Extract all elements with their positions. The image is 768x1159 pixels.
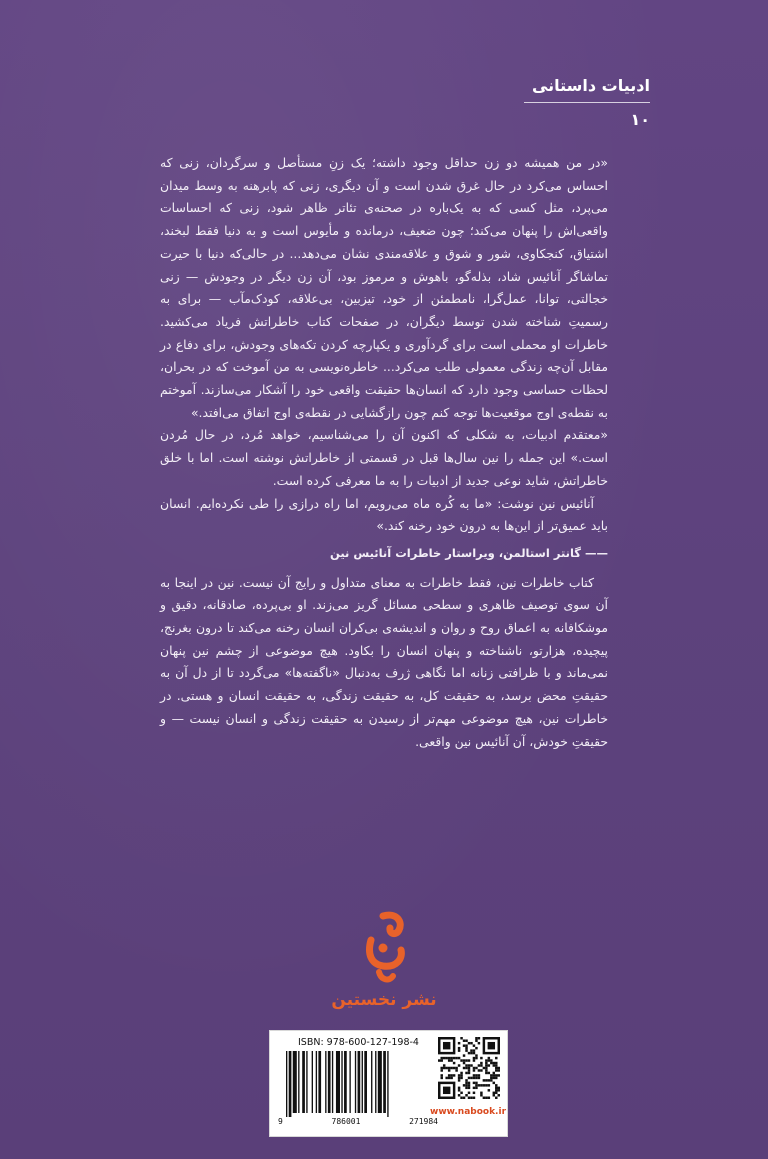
qr-module (473, 1074, 475, 1076)
qr-module (493, 1077, 495, 1079)
qr-module (468, 1069, 470, 1071)
qr-module (475, 1077, 477, 1079)
qr-module (473, 1057, 475, 1059)
qr-module (440, 1074, 442, 1076)
qr-module (460, 1072, 462, 1074)
qr-module (453, 1062, 455, 1064)
barcode-panel (269, 1030, 508, 1137)
qr-module (495, 1084, 497, 1086)
qr-code (438, 1037, 500, 1099)
qr-module (455, 1067, 457, 1069)
qr-module (493, 1072, 495, 1074)
qr-module (473, 1092, 475, 1094)
qr-module (475, 1074, 477, 1076)
qr-module (448, 1069, 450, 1071)
qr-module (468, 1042, 470, 1044)
qr-module (450, 1077, 452, 1079)
barcode-bar (306, 1051, 307, 1113)
blurb-paragraph-quote: «در من همیشه دو زن حداقل وجود داشته؛ یک زنِ مستأصل و سرگردان، زنی که احساس می‌کرد در حال غرق شدن است و آن دیگری، زنی که پابرهنه به وسط میدان می‌پرد، مثل کسی که به یک‌باره در صحنه‌ی تئاتر ظاهر شود، زنی که احساسات واقعی‌اش را پنهان می‌کند؛ چون ضعیف، درمانده و مأیوس است و به دنیا فقط لبخند، اشتیاق، کنجکاوی، شور و شوق و علاقه‌مندی نشان می‌دهد... در حالی‌که دنیا با حیرت تماشاگر آنائیس شاد، بذله‌گو، باهوش و مرموز بود، آن زن دیگر در وجودش — زنی خجالتی، توانا، عمل‌گرا، نامطمئن از خود، تیزبین، بی‌علاقه، کودک‌مآب — برای به رسمیتِ شناخته شدن توسط دیگران، در صفحات کتاب خاطراتش فریاد می‌کشید. خاطرات او محملی است برای گردآوری و یکپارچه کردن تکه‌های وجودش، برای دفاع در مقابل آن‌چه زندگی معمولی طلب می‌کرد... خاطره‌نویسی به من آموخت که در بحران، لحظات حساسی وجود دارد که انسان‌ها حقیقت واقعی خود را آشکار می‌سازند. آموختم به نقطه‌ی اوج موقعیت‌ها توجه کنم چون رازگشایی در نقطه‌ی اوج اتفاق می‌افتد.» (160, 155, 608, 420)
qr-module (495, 1057, 497, 1059)
barcode-bar (341, 1051, 342, 1113)
qr-module (483, 1097, 485, 1099)
qr-module (465, 1047, 467, 1049)
qr-module (490, 1062, 492, 1064)
qr-module (465, 1087, 467, 1089)
qr-module (465, 1094, 467, 1096)
series-divider (524, 102, 650, 103)
qr-module (475, 1057, 477, 1059)
qr-module (480, 1064, 482, 1066)
series-block (524, 75, 650, 131)
qr-module (485, 1084, 487, 1086)
qr-module (458, 1094, 460, 1096)
qr-module (450, 1067, 452, 1069)
qr-module (488, 1089, 490, 1091)
qr-module (490, 1074, 492, 1076)
qr-module (483, 1084, 485, 1086)
qr-module (443, 1064, 445, 1066)
qr-module (473, 1097, 475, 1099)
qr-module (460, 1097, 462, 1099)
qr-module (470, 1097, 472, 1099)
qr-module (458, 1087, 460, 1089)
qr-module (448, 1067, 450, 1069)
qr-module (485, 1059, 487, 1061)
qr-module (440, 1077, 442, 1079)
qr-module (485, 1072, 487, 1074)
qr-module (460, 1092, 462, 1094)
qr-module (480, 1092, 482, 1094)
qr-module (478, 1074, 480, 1076)
qr-module (488, 1079, 490, 1081)
qr-module (490, 1077, 492, 1079)
qr-module (493, 1094, 495, 1096)
qr-module (485, 1064, 487, 1066)
qr-module (488, 1064, 490, 1066)
qr-module (445, 1067, 447, 1069)
publisher-logo (331, 910, 437, 1022)
qr-module (465, 1059, 467, 1061)
qr-module (495, 1077, 497, 1079)
barcode-bar (383, 1051, 386, 1113)
publisher-logo-icon (353, 910, 415, 990)
qr-module (495, 1092, 497, 1094)
qr-module (445, 1057, 447, 1059)
qr-module (468, 1092, 470, 1094)
barcode-bar (362, 1051, 363, 1113)
barcode-bar (378, 1051, 382, 1113)
barcode-bar (375, 1051, 376, 1113)
qr-module (480, 1084, 482, 1086)
qr-module (460, 1074, 462, 1076)
barcode-bar (293, 1051, 297, 1113)
qr-module (458, 1042, 460, 1044)
barcode-bar (364, 1051, 367, 1113)
barcode-bar (387, 1051, 388, 1117)
barcode-bar (358, 1051, 361, 1113)
qr-module (468, 1087, 470, 1089)
qr-module (465, 1064, 467, 1066)
qr-module (485, 1062, 487, 1064)
qr-module (473, 1049, 475, 1051)
qr-module (450, 1059, 452, 1061)
qr-module (478, 1037, 480, 1039)
qr-module (478, 1064, 480, 1066)
barcode-bar (355, 1051, 356, 1113)
qr-module (463, 1067, 465, 1069)
qr-module (480, 1057, 482, 1059)
qr-module (485, 1079, 487, 1081)
qr-module (495, 1067, 497, 1069)
blurb-paragraph-literature: «معتقدم ادبیات، به شکلی که اکنون آن را می‌شناسیم، خواهد مُرد، در حال مُردن است.» این جمله را نین سال‌ها قبل در قسمتی از خاطراتش نوشته است. اما با خلق خاطراتش، شاید نوعی جدید از ادبیات را به ما معرفی کرده است. (160, 427, 608, 488)
qr-module (465, 1044, 467, 1046)
blurb-paragraph-description: کتاب خاطرات نین، فقط خاطرات به معنای متداول و رایج آن نیست. نین در اینجا به آن سوی توصیف ظاهری و سطحی مسائل گریز می‌زند. او بی‌پرده، صادقانه، دقیق و موشکافانه به اعماق روح و روان و اندیشه‌ی بی‌کران انسان رخنه می‌کند تا درون بغرنج، پیچیده، هزارتو، ناشناخته و پنهان انسان را بکاود. هیچ موضوعی از چشم نین پنهان نمی‌ماند و با ظرافتی زنانه اما نگاهی ژرف به‌دنبال «ناگفته‌ها» می‌گردد تا از دل آن به حقیقتِ محض برسد، به حقیقت کل، به حقیقت زندگی، به حقیقت انسان و هستی. در خاطرات نین، هیچ موضوعی مهم‌تر از رسیدن به حقیقت زندگی و انسان نیست — و حقیقتِ خودش، آن آنائیس نین واقعی. (160, 574, 608, 749)
qr-module (470, 1049, 472, 1051)
qr-module (470, 1077, 472, 1079)
qr-module (475, 1067, 477, 1069)
qr-module (458, 1079, 460, 1081)
qr-module (468, 1067, 470, 1069)
qr-module (480, 1062, 482, 1064)
qr-module (448, 1057, 450, 1059)
qr-module (468, 1059, 470, 1061)
qr-module (463, 1097, 465, 1099)
qr-module (495, 1089, 497, 1091)
qr-module (473, 1067, 475, 1069)
qr-module (450, 1057, 452, 1059)
qr-module (465, 1084, 467, 1086)
qr-module (495, 1087, 497, 1089)
qr-module (493, 1064, 495, 1066)
qr-module (458, 1064, 460, 1066)
qr-module (485, 1069, 487, 1071)
qr-module (455, 1069, 457, 1071)
qr-module (488, 1084, 490, 1086)
publisher-name: نشر نخستین (331, 990, 437, 1010)
blurb-attribution: —— گانتر استالمن، ویراستار خاطرات آنائیس نین (329, 545, 608, 560)
barcode-bar (371, 1051, 372, 1113)
qr-module (453, 1067, 455, 1069)
qr-module (448, 1077, 450, 1079)
qr-module (478, 1069, 480, 1071)
qr-module (475, 1084, 477, 1086)
qr-module (473, 1052, 475, 1054)
qr-module (485, 1067, 487, 1069)
qr-module (475, 1082, 477, 1084)
qr-module (458, 1049, 460, 1051)
qr-module (463, 1054, 465, 1056)
qr-module (480, 1094, 482, 1096)
qr-module (468, 1064, 470, 1066)
qr-module (443, 1087, 450, 1094)
qr-module (478, 1084, 480, 1086)
qr-module (458, 1057, 460, 1059)
qr-module (440, 1069, 442, 1071)
qr-module (488, 1059, 490, 1061)
qr-module (443, 1042, 450, 1049)
qr-module (478, 1077, 480, 1079)
qr-module (455, 1057, 457, 1059)
qr-module (483, 1079, 485, 1081)
barcode-digits (278, 1117, 438, 1126)
qr-module (473, 1044, 475, 1046)
qr-module (473, 1082, 475, 1084)
qr-module (473, 1069, 475, 1071)
barcode-bar (316, 1051, 317, 1113)
qr-module (488, 1042, 495, 1049)
qr-module (463, 1039, 465, 1041)
qr-module (448, 1074, 450, 1076)
qr-module (440, 1057, 442, 1059)
qr-module (443, 1067, 445, 1069)
qr-module (460, 1077, 462, 1079)
qr-module (453, 1074, 455, 1076)
qr-module (490, 1079, 492, 1081)
qr-module (468, 1082, 470, 1084)
qr-module (498, 1067, 500, 1069)
barcode-bar (349, 1051, 350, 1113)
qr-module (470, 1042, 472, 1044)
series-number: ۱۰ (630, 110, 650, 129)
qr-module (458, 1089, 460, 1091)
barcode-bar (328, 1051, 331, 1113)
barcode-bars (284, 1051, 432, 1117)
qr-module (463, 1044, 465, 1046)
qr-module (495, 1064, 497, 1066)
blurb-text (160, 152, 608, 753)
barcode-bar (312, 1051, 313, 1113)
qr-module (463, 1084, 465, 1086)
barcode-bar (336, 1051, 340, 1113)
barcode-group-1: 786001 (331, 1117, 361, 1126)
qr-module (460, 1037, 462, 1039)
qr-module (473, 1077, 475, 1079)
qr-module (458, 1074, 460, 1076)
qr-module (493, 1092, 495, 1094)
qr-module (450, 1074, 452, 1076)
barcode-bar (325, 1051, 326, 1113)
qr-module (483, 1067, 485, 1069)
qr-module (490, 1059, 492, 1061)
qr-module (463, 1062, 465, 1064)
qr-module (465, 1067, 467, 1069)
qr-module (440, 1067, 442, 1069)
qr-module (493, 1082, 495, 1084)
qr-module (498, 1074, 500, 1076)
qr-module (493, 1074, 495, 1076)
qr-module (480, 1069, 482, 1071)
qr-module (498, 1094, 500, 1096)
qr-module (468, 1052, 470, 1054)
qr-module (458, 1047, 460, 1049)
qr-module (475, 1054, 477, 1056)
qr-module (468, 1077, 470, 1079)
qr-module (488, 1097, 490, 1099)
qr-module (440, 1059, 442, 1061)
qr-module (468, 1097, 470, 1099)
qr-module (453, 1057, 455, 1059)
qr-module (495, 1097, 497, 1099)
barcode-bar (298, 1051, 299, 1113)
qr-module (460, 1059, 462, 1061)
qr-module (448, 1059, 450, 1061)
barcode-bar (332, 1051, 333, 1113)
qr-module (498, 1087, 500, 1089)
qr-module (443, 1057, 445, 1059)
qr-module (468, 1084, 470, 1086)
qr-module (465, 1079, 467, 1081)
qr-module (465, 1039, 467, 1041)
qr-module (473, 1059, 475, 1061)
website-link[interactable]: www.nabook.ir (430, 1107, 507, 1117)
barcode-lead-digit: 9 (278, 1117, 283, 1126)
series-title: ادبیات داستانی (531, 76, 650, 95)
barcode-bar (344, 1051, 347, 1113)
qr-module (498, 1089, 500, 1091)
qr-module (478, 1042, 480, 1044)
qr-module (485, 1097, 487, 1099)
qr-module (488, 1057, 490, 1059)
barcode-group-2: 271984 (409, 1117, 438, 1126)
barcode-bar (318, 1051, 321, 1113)
barcode-bar (302, 1051, 305, 1113)
qr-module (488, 1072, 490, 1074)
barcode-bar (286, 1051, 287, 1117)
qr-module (468, 1072, 470, 1074)
qr-module (475, 1087, 477, 1089)
qr-module (458, 1077, 460, 1079)
qr-module (495, 1069, 497, 1071)
qr-module (473, 1087, 475, 1089)
qr-module (495, 1074, 497, 1076)
qr-module (470, 1052, 472, 1054)
qr-module (498, 1069, 500, 1071)
qr-module (475, 1047, 477, 1049)
qr-module (475, 1037, 477, 1039)
qr-module (463, 1059, 465, 1061)
qr-module (438, 1059, 440, 1061)
blurb-paragraph-moon: آنائیس نین نوشت: «ما به کُره ماه می‌رویم، اما راه درازی را طی نکرده‌ایم. انسان باید عمیق‌تر از این‌ها به درون خود رخنه کند.» (160, 495, 608, 534)
qr-module (445, 1077, 447, 1079)
qr-module (475, 1039, 477, 1041)
qr-module (465, 1072, 467, 1074)
qr-module (493, 1062, 495, 1064)
qr-module (470, 1064, 472, 1066)
qr-module (495, 1062, 497, 1064)
qr-module (465, 1082, 467, 1084)
barcode-bar (289, 1051, 292, 1117)
qr-module (465, 1049, 467, 1051)
isbn-label: ISBN: 978-600-127-198-4 (298, 1037, 419, 1048)
